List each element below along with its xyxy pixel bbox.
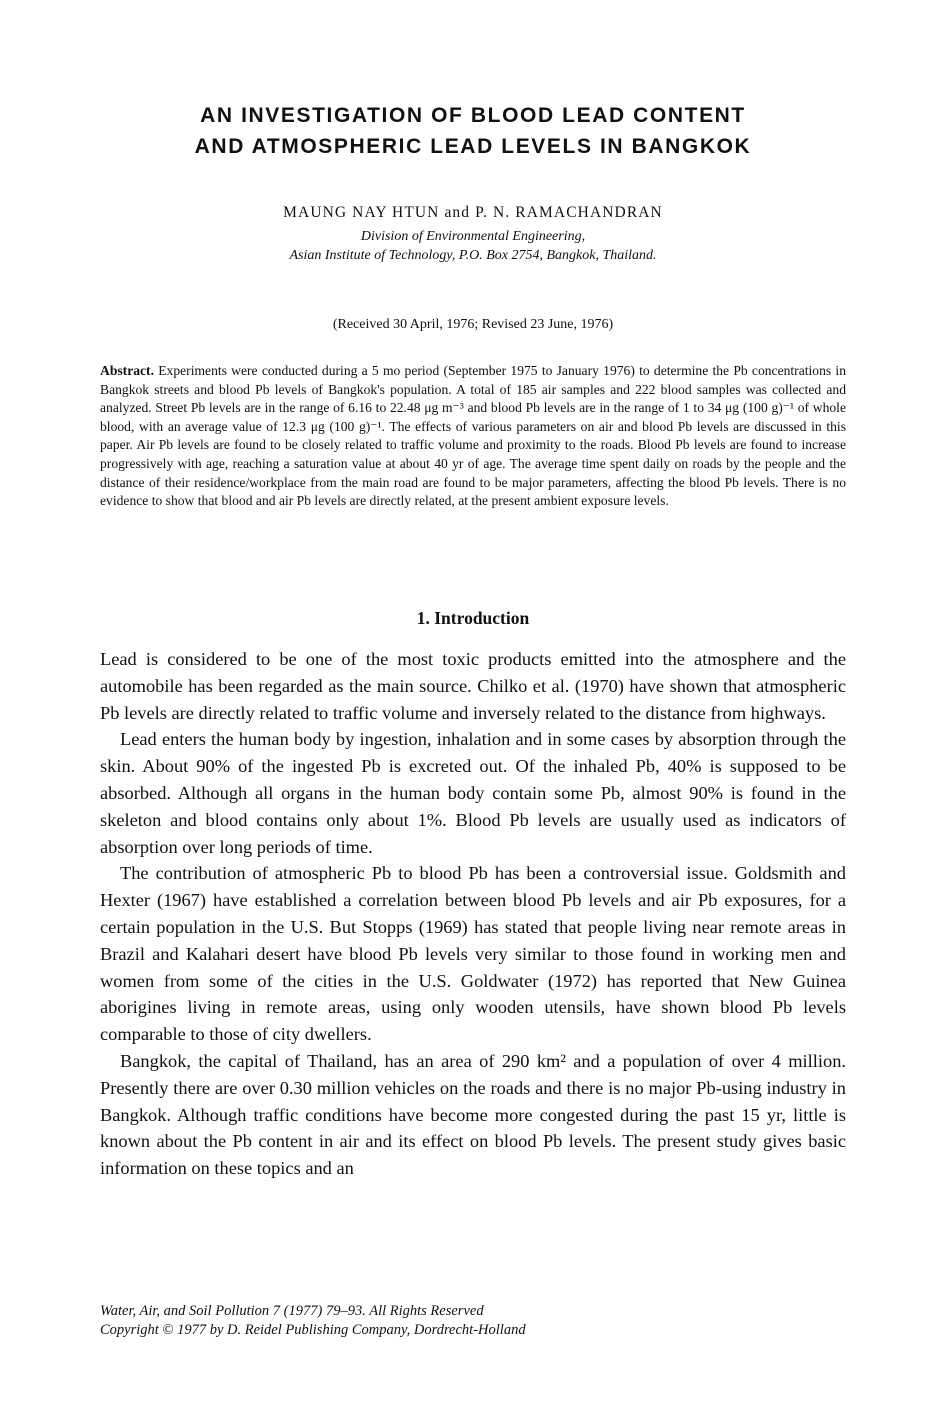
- received-dates: (Received 30 April, 1976; Revised 23 June, 1976): [332, 317, 614, 332]
- author-affiliation: [100, 227, 846, 265]
- affiliation-line-2: Asian Institute of Technology, P.O. Box 2754, Bangkok, Thailand.: [289, 248, 657, 263]
- abstract: [100, 362, 846, 511]
- abstract-label: Abstract.: [100, 363, 154, 378]
- section-heading: 1. Introduction: [416, 608, 530, 628]
- body-text: [100, 646, 846, 1182]
- abstract-text: Experiments were conducted during a 5 mo period (September 1975 to January 1976) to determine the Pb concentrations in Bangkok streets and blood Pb levels of Bangkok's population. A total of 185 air samples and 222 blood samples was collected and analyzed. Street Pb levels are in the range of 6.16 to 22.48 μg m⁻³ and blood Pb levels are in the range of 1 to 34 μg (100 g)⁻¹ of whole blood, with an average value of 12.3 μg (100 g)⁻¹. The effects of various parameters on air and blood Pb levels are discussed in this paper. Air Pb levels are found to be closely related to traffic volume and proximity to the roads. Blood Pb levels are found to increase progressively with age, reaching a saturation value at about 40 yr of age. The average time spent daily on roads by the people and the distance of their residence/workplace from the main road are found to be major parameters, affecting the blood Pb levels. There is no evidence to show that blood and air Pb levels are directly related, at the present ambient exposure levels.: [100, 363, 846, 509]
- author-list: MAUNG NAY HTUN and P. N. RAMACHANDRAN: [283, 204, 663, 221]
- paper-title: [100, 100, 846, 162]
- footer-citation: Water, Air, and Soil Pollution 7 (1977) 79–93. All Rights Reserved: [100, 1303, 484, 1319]
- paper-title-line-1: AN INVESTIGATION OF BLOOD LEAD CONTENT: [200, 104, 746, 127]
- affiliation-line-1: Division of Environmental Engineering,: [360, 229, 586, 244]
- body-paragraph: Lead enters the human body by ingestion, inhalation and in some cases by absorption through the skin. About 90% of the ingested Pb is excreted out. Of the inhaled Pb, 40% is supposed to be absorbed. Although all organs in the human body contain some Pb, almost 90% is found in the skeleton and blood contains only about 1%. Blood Pb levels are usually used as indicators of absorption over long periods of time.: [100, 729, 846, 857]
- footer-copyright: Copyright © 1977 by D. Reidel Publishing Company, Dordrecht-Holland: [100, 1322, 526, 1338]
- journal-footer: [100, 1302, 846, 1340]
- body-paragraph: The contribution of atmospheric Pb to blood Pb has been a controversial issue. Goldsmith and Hexter (1967) have established a correlation between blood Pb levels and air Pb exposures, for a certain population in the U.S. But Stopps (1969) has stated that people living near remote areas in Brazil and Kalahari desert have blood Pb levels very similar to those found in working men and women from some of the cities in the U.S. Goldwater (1972) has reported that New Guinea aborigines living in remote areas, using only wooden utensils, have shown blood Pb levels comparable to those of city dwellers.: [100, 863, 846, 1045]
- body-paragraph: Bangkok, the capital of Thailand, has an area of 290 km² and a population of over 4 million. Presently there are over 0.30 million vehicles on the roads and there is no major Pb-using industry in Bangkok. Although traffic conditions have become more congested during the past 15 yr, little is known about the Pb content in air and its effect on blood Pb levels. The present study gives basic information on these topics and an: [100, 1050, 846, 1179]
- body-paragraph: Lead is considered to be one of the most toxic products emitted into the atmosphere and the automobile has been regarded as the main source. Chilko et al. (1970) have shown that atmospheric Pb levels are directly related to traffic volume and inversely related to the distance from highways.: [100, 649, 846, 723]
- paper-title-line-2: AND ATMOSPHERIC LEAD LEVELS IN BANGKOK: [194, 135, 752, 158]
